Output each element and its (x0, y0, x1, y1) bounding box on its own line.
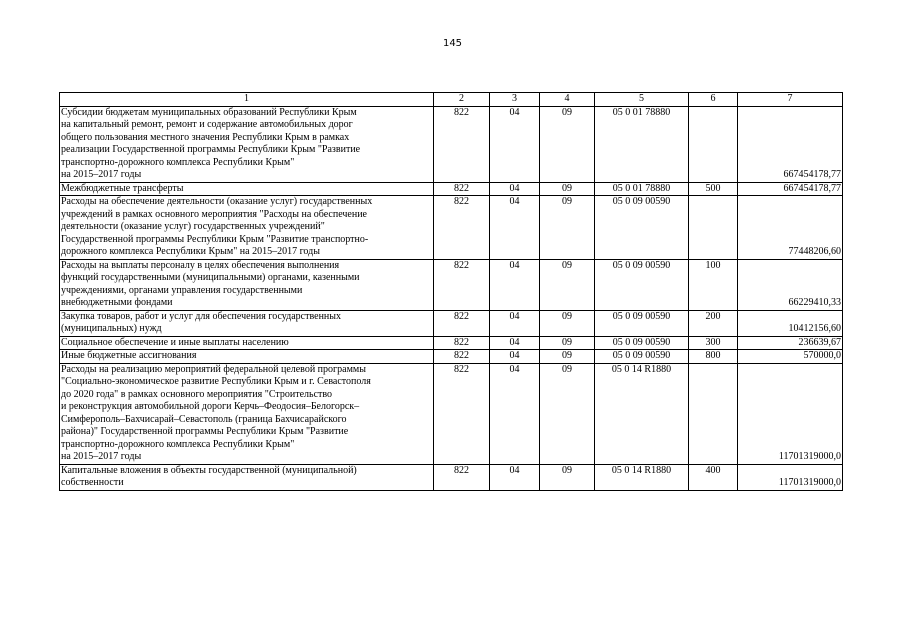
row-section-code: 04 (490, 464, 540, 490)
row-amount: 11701319000,0 (738, 363, 843, 464)
column-header: 2 (434, 93, 490, 107)
table-row (60, 196, 843, 260)
row-ministry-code: 822 (434, 350, 490, 364)
row-name: Закупка товаров, работ и услуг для обеспечения государственных (муниципальных) нужд (60, 310, 434, 336)
column-header: 5 (595, 93, 689, 107)
row-expense-type (689, 196, 738, 260)
row-subsection-code: 09 (540, 464, 595, 490)
row-subsection-code: 09 (540, 106, 595, 182)
row-target-code: 05 0 09 00590 (595, 350, 689, 364)
page-number: 145 (442, 38, 463, 49)
row-amount: 66229410,33 (738, 259, 843, 310)
row-amount: 10412156,60 (738, 310, 843, 336)
row-subsection-code: 09 (540, 350, 595, 364)
table-row (60, 182, 843, 196)
row-amount: 570000,0 (738, 350, 843, 364)
table-row (60, 464, 843, 490)
row-name: Социальное обеспечение и иные выплаты населению (60, 336, 434, 350)
row-subsection-code: 09 (540, 310, 595, 336)
row-section-code: 04 (490, 310, 540, 336)
row-subsection-code: 09 (540, 182, 595, 196)
table-row (60, 259, 843, 310)
row-target-code: 05 0 01 78880 (595, 182, 689, 196)
row-target-code: 05 0 14 R1880 (595, 363, 689, 464)
row-ministry-code: 822 (434, 259, 490, 310)
row-target-code: 05 0 09 00590 (595, 310, 689, 336)
row-amount: 667454178,77 (738, 106, 843, 182)
row-expense-type: 200 (689, 310, 738, 336)
row-amount: 11701319000,0 (738, 464, 843, 490)
row-subsection-code: 09 (540, 196, 595, 260)
row-name: Капитальные вложения в объекты государственной (муниципальной) собственности (60, 464, 434, 490)
row-expense-type (689, 106, 738, 182)
row-ministry-code: 822 (434, 310, 490, 336)
row-name: Межбюджетные трансферты (60, 182, 434, 196)
row-ministry-code: 822 (434, 196, 490, 260)
row-expense-type: 800 (689, 350, 738, 364)
table-row (60, 363, 843, 464)
row-amount: 236639,67 (738, 336, 843, 350)
column-header: 4 (540, 93, 595, 107)
row-ministry-code: 822 (434, 182, 490, 196)
table-header-row (60, 93, 843, 107)
column-header: 7 (738, 93, 843, 107)
row-amount: 667454178,77 (738, 182, 843, 196)
table-row (60, 336, 843, 350)
row-section-code: 04 (490, 363, 540, 464)
row-expense-type: 500 (689, 182, 738, 196)
row-expense-type: 100 (689, 259, 738, 310)
row-section-code: 04 (490, 259, 540, 310)
row-target-code: 05 0 14 R1880 (595, 464, 689, 490)
row-name: Иные бюджетные ассигнования (60, 350, 434, 364)
table-row (60, 106, 843, 182)
row-target-code: 05 0 09 00590 (595, 336, 689, 350)
row-target-code: 05 0 09 00590 (595, 259, 689, 310)
row-target-code: 05 0 09 00590 (595, 196, 689, 260)
row-subsection-code: 09 (540, 259, 595, 310)
column-header: 1 (60, 93, 434, 107)
row-expense-type: 400 (689, 464, 738, 490)
row-section-code: 04 (490, 106, 540, 182)
row-expense-type: 300 (689, 336, 738, 350)
row-name: Расходы на обеспечение деятельности (оказание услуг) государственных учреждений в рамках основного мероприятия "Расходы на обеспечение деятельности (оказание услуг) государственных учреждений" Государственной программы Республики Крым "Развитие транспортно- дорожного комплекса Республики Крым" на 2015–2017 годы (60, 196, 434, 260)
row-name: Субсидии бюджетам муниципальных образований Республики Крым на капитальный ремонт, ремонт и содержание автомобильных дорог общего пользования местного значения Республики Крым в рамках реализации Государственной программы Республики Крым "Развитие транспортно-дорожного комплекса Республики Крым" на 2015–2017 годы (60, 106, 434, 182)
row-name: Расходы на реализацию мероприятий федеральной целевой программы "Социально-экономическое развитие Республики Крым и г. Севастополя до 2020 года" в рамках основного мероприятия "Строительство и реконструкция автомобильной дороги Керчь–Феодосия–Белогорск– Симферополь–Бахчисарай–Севастополь (граница Бахчисарайского района)" Государственной программы Республики Крым "Развитие транспортно-дорожного комплекса Республики Крым" на 2015–2017 годы (60, 363, 434, 464)
row-section-code: 04 (490, 182, 540, 196)
row-ministry-code: 822 (434, 363, 490, 464)
row-subsection-code: 09 (540, 363, 595, 464)
row-target-code: 05 0 01 78880 (595, 106, 689, 182)
table-row (60, 310, 843, 336)
budget-table (59, 92, 843, 491)
row-ministry-code: 822 (434, 464, 490, 490)
column-header: 3 (490, 93, 540, 107)
row-section-code: 04 (490, 350, 540, 364)
row-expense-type (689, 363, 738, 464)
row-amount: 77448206,60 (738, 196, 843, 260)
row-section-code: 04 (490, 196, 540, 260)
column-header: 6 (689, 93, 738, 107)
table-row (60, 350, 843, 364)
row-ministry-code: 822 (434, 336, 490, 350)
row-ministry-code: 822 (434, 106, 490, 182)
row-subsection-code: 09 (540, 336, 595, 350)
row-name: Расходы на выплаты персоналу в целях обеспечения выполнения функций государственными (муниципальными) органами, казенными учреждениями, органами управления государственными внебюджетными фондами (60, 259, 434, 310)
row-section-code: 04 (490, 336, 540, 350)
